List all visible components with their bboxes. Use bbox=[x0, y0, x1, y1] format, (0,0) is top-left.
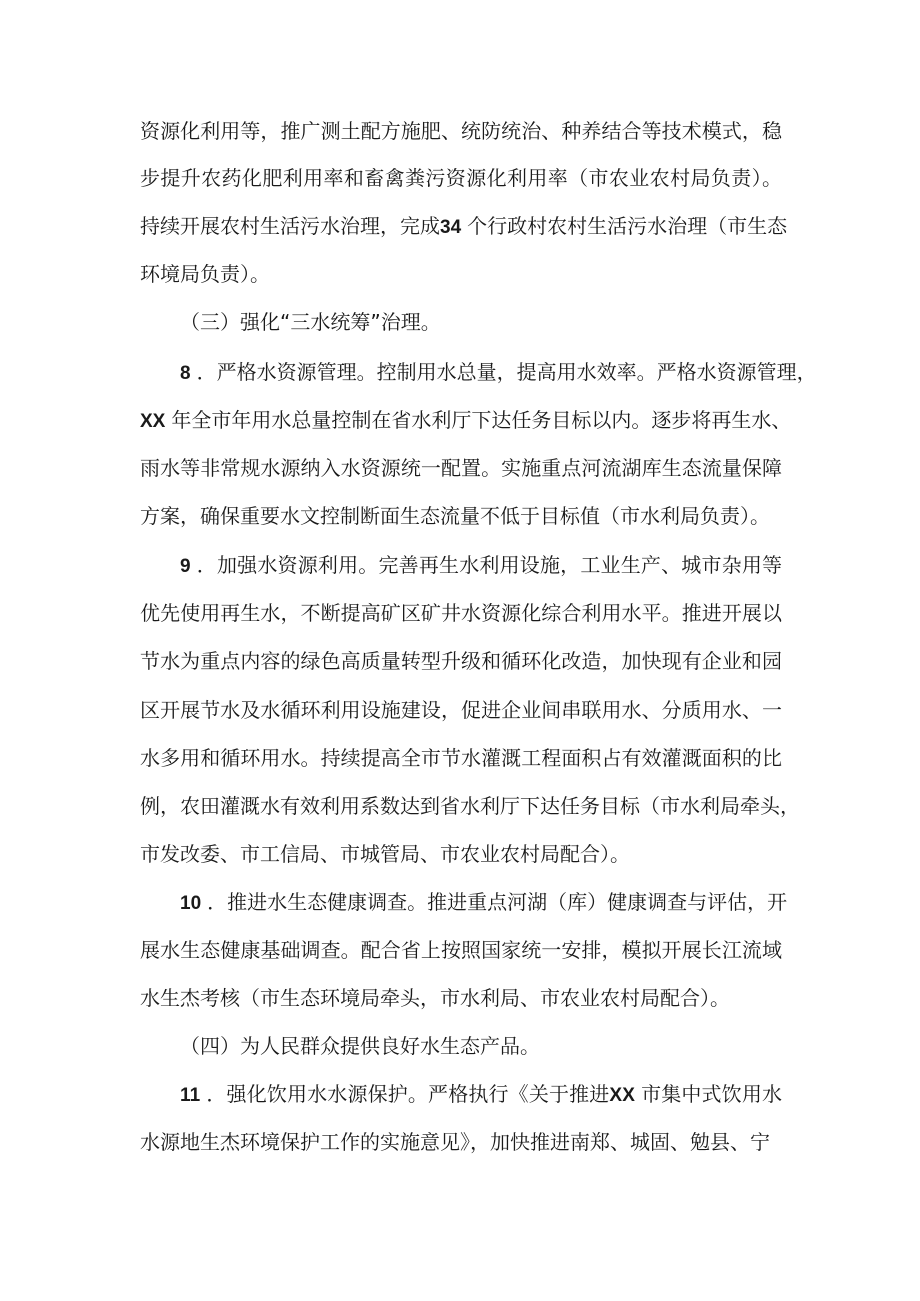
text-line bbox=[180, 552, 782, 580]
text-segment: 例，农田灌溉水有效利用系数达到省水利厅下达任务目标（市水利局牵头， bbox=[140, 794, 800, 818]
bold-number: 9 bbox=[180, 556, 191, 577]
text-segment: 环境局负责）。 bbox=[140, 262, 270, 286]
text-segment: ．严格水资源管理。控制用水总量，提高用水效率。严格水资源管理， bbox=[196, 360, 817, 384]
text-segment: 持续开展农村生活污水治理，完成 bbox=[140, 214, 440, 238]
text-line bbox=[140, 503, 770, 529]
text-line bbox=[140, 745, 782, 771]
text-segment: 雨水等非常规水源纳入水资源统一配置。实施重点河流湖库生态流量保障 bbox=[140, 456, 783, 480]
text-line bbox=[180, 1081, 782, 1109]
text-line bbox=[180, 889, 787, 917]
text-line bbox=[140, 261, 270, 287]
text-line bbox=[140, 455, 782, 481]
text-line bbox=[140, 697, 782, 723]
text-segment: 年全市年用水总量控制在省水利厅下达任务目标以内。逐步将再生水、 bbox=[171, 408, 792, 432]
text-segment: 优先使用再生水，不断提高矿区矿井水资源化综合利用水平。推进开展以 bbox=[140, 601, 783, 625]
text-segment: （四）为人民群众提供良好水生态产品。 bbox=[180, 1034, 540, 1058]
text-line bbox=[180, 309, 441, 335]
text-line bbox=[140, 1129, 770, 1155]
text-segment: 区开展节水及水循环利用设施建设，促进企业间串联用水、分质用水、一 bbox=[140, 698, 783, 722]
text-segment: 方案，确保重要水文控制断面生态流量不低于目标值（市水利局负责）。 bbox=[140, 504, 770, 528]
text-segment: 水生杰考核（市生态环境局牵头，市水利局、市农业农村局配合）。 bbox=[140, 986, 730, 1010]
text-segment: （三）强化“三水统筹”治理。 bbox=[180, 310, 441, 334]
text-segment: 市集中式饮用水 bbox=[641, 1082, 783, 1106]
text-segment: ．加强水资源利用。完善再生水利用设施，工业生产、城市杂用等 bbox=[196, 553, 783, 577]
text-segment: ．强化饮用水水源保护。严格执行《关于推进 bbox=[206, 1082, 610, 1106]
text-line bbox=[140, 213, 787, 241]
bold-number: XX bbox=[140, 411, 166, 432]
text-line bbox=[140, 165, 782, 191]
text-line bbox=[140, 841, 630, 867]
text-line bbox=[140, 407, 791, 435]
text-line bbox=[180, 359, 817, 387]
text-line bbox=[140, 937, 782, 963]
text-line bbox=[140, 793, 800, 819]
bold-number: 11 bbox=[180, 1085, 201, 1106]
bold-number: 10 bbox=[180, 893, 202, 914]
text-line bbox=[140, 985, 730, 1011]
text-segment: 水源地生杰环境保护工作的实施意见》，加快推进南郑、城固、勉县、宁 bbox=[140, 1130, 770, 1154]
text-segment: 步提升农药化肥利用率和畜禽粪污资源化利用率（市农业农村局负责）。 bbox=[140, 166, 783, 190]
text-line bbox=[140, 118, 782, 144]
text-segment: 展水生态健康基础调查。配合省上按照国家统一安排，模拟开展长江流域 bbox=[140, 938, 783, 962]
text-segment: 水多用和循环用水。持续提高全市节水灌溉工程面积占有效灌溉面积的比 bbox=[140, 746, 783, 770]
bold-number: XX bbox=[609, 1085, 636, 1106]
text-segment: 资源化利用等，推广测土配方施肥、统防统治、种养结合等技术模式，稳 bbox=[140, 119, 783, 143]
bold-number: 8 bbox=[180, 363, 191, 384]
text-segment: 节水为重点内容的绿色高质量转型升级和循环化改造，加快现有企业和园 bbox=[140, 649, 783, 673]
text-line bbox=[140, 600, 782, 626]
text-segment: ．推进水生态健康调查。推进重点河湖（库）健康调查与评估，开 bbox=[207, 890, 788, 914]
text-segment: 市发改委、市工信局、市城管局、市农业农村局配合）。 bbox=[140, 842, 630, 866]
text-segment: 个行政村农村生活污水治理（市生态 bbox=[467, 214, 788, 238]
text-line bbox=[180, 1033, 540, 1059]
text-line bbox=[140, 648, 782, 674]
bold-number: 34 bbox=[440, 217, 462, 238]
